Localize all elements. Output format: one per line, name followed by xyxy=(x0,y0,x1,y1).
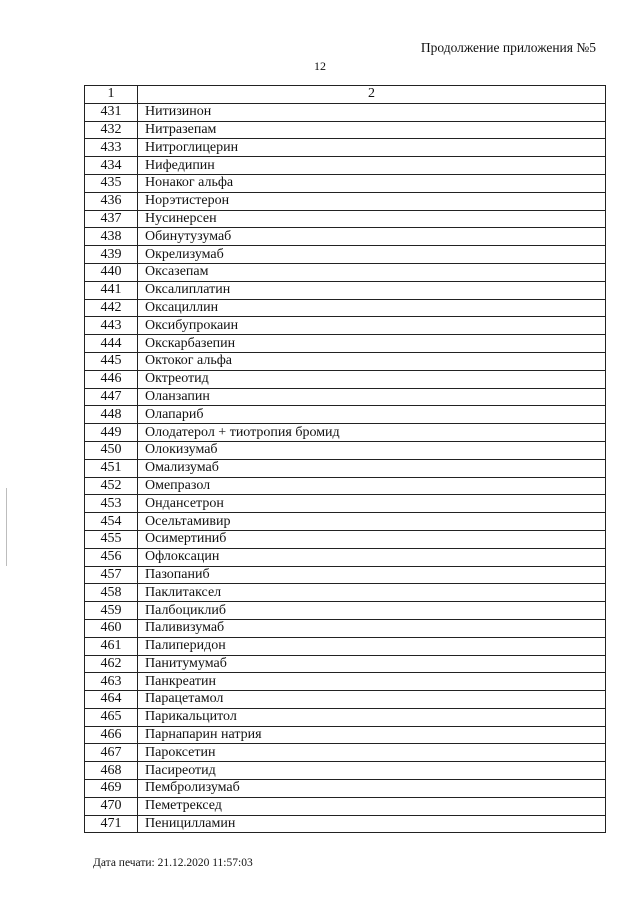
table-row xyxy=(85,228,606,246)
table-row xyxy=(85,477,606,495)
table-row xyxy=(85,246,606,264)
row-number: 439 xyxy=(85,246,138,264)
table-row xyxy=(85,406,606,424)
row-number: 447 xyxy=(85,388,138,406)
row-number: 455 xyxy=(85,530,138,548)
table-row xyxy=(85,139,606,157)
medication-name: Олапариб xyxy=(138,406,606,424)
row-number: 470 xyxy=(85,797,138,815)
medication-name: Пароксетин xyxy=(138,744,606,762)
table-row xyxy=(85,459,606,477)
table-row xyxy=(85,797,606,815)
medication-name: Олодатерол + тиотропия бромид xyxy=(138,424,606,442)
medication-name: Нитроглицерин xyxy=(138,139,606,157)
medication-name: Парнапарин натрия xyxy=(138,726,606,744)
row-number: 436 xyxy=(85,192,138,210)
row-number: 446 xyxy=(85,370,138,388)
row-number: 438 xyxy=(85,228,138,246)
table-row xyxy=(85,174,606,192)
table-row xyxy=(85,655,606,673)
medication-name: Окрелизумаб xyxy=(138,246,606,264)
medication-name: Осельтамивир xyxy=(138,513,606,531)
row-number: 435 xyxy=(85,174,138,192)
table-row xyxy=(85,441,606,459)
medication-name: Осимертиниб xyxy=(138,530,606,548)
row-number: 468 xyxy=(85,762,138,780)
row-number: 457 xyxy=(85,566,138,584)
scan-margin-mark xyxy=(6,488,7,566)
table-row xyxy=(85,513,606,531)
table-row xyxy=(85,281,606,299)
table-row xyxy=(85,780,606,798)
table-row xyxy=(85,815,606,833)
table-row xyxy=(85,495,606,513)
medication-name: Оксалиплатин xyxy=(138,281,606,299)
table-row xyxy=(85,424,606,442)
medication-list-table xyxy=(84,85,606,833)
row-number: 452 xyxy=(85,477,138,495)
row-number: 451 xyxy=(85,459,138,477)
row-number: 469 xyxy=(85,780,138,798)
print-date: Дата печати: 21.12.2020 11:57:03 xyxy=(93,857,253,869)
medication-name: Оксазепам xyxy=(138,263,606,281)
table-row xyxy=(85,673,606,691)
table-row xyxy=(85,566,606,584)
row-number: 443 xyxy=(85,317,138,335)
medication-name: Нитразепам xyxy=(138,121,606,139)
table-row xyxy=(85,726,606,744)
medication-name: Окскарбазепин xyxy=(138,335,606,353)
medication-name: Пеметрексед xyxy=(138,797,606,815)
row-number: 434 xyxy=(85,157,138,175)
table-row xyxy=(85,744,606,762)
table-row xyxy=(85,584,606,602)
table-row xyxy=(85,263,606,281)
row-number: 464 xyxy=(85,691,138,709)
medication-name: Палиперидон xyxy=(138,637,606,655)
table-row xyxy=(85,103,606,121)
row-number: 465 xyxy=(85,708,138,726)
medication-name: Омепразол xyxy=(138,477,606,495)
row-number: 459 xyxy=(85,602,138,620)
medication-name: Паклитаксел xyxy=(138,584,606,602)
table-row xyxy=(85,602,606,620)
row-number: 453 xyxy=(85,495,138,513)
table-row xyxy=(85,762,606,780)
table-row xyxy=(85,691,606,709)
medication-name: Норэтистерон xyxy=(138,192,606,210)
row-number: 466 xyxy=(85,726,138,744)
medication-name: Нифедипин xyxy=(138,157,606,175)
table-header-row xyxy=(85,86,606,104)
page-number: 12 xyxy=(314,59,326,73)
medication-name: Октоког альфа xyxy=(138,352,606,370)
table-row xyxy=(85,619,606,637)
medication-name: Пасиреотид xyxy=(138,762,606,780)
row-number: 450 xyxy=(85,441,138,459)
medication-name: Олокизумаб xyxy=(138,441,606,459)
table-row xyxy=(85,388,606,406)
table-row xyxy=(85,530,606,548)
row-number: 471 xyxy=(85,815,138,833)
medication-name: Панкреатин xyxy=(138,673,606,691)
table-row xyxy=(85,548,606,566)
appendix-continuation-note: Продолжение приложения №5 xyxy=(420,40,596,55)
table-row xyxy=(85,352,606,370)
table-row xyxy=(85,157,606,175)
row-number: 445 xyxy=(85,352,138,370)
row-number: 444 xyxy=(85,335,138,353)
table-row xyxy=(85,317,606,335)
medication-name: Нитизинон xyxy=(138,103,606,121)
row-number: 437 xyxy=(85,210,138,228)
row-number: 462 xyxy=(85,655,138,673)
row-number: 441 xyxy=(85,281,138,299)
table-row xyxy=(85,121,606,139)
medication-name: Палбоциклиб xyxy=(138,602,606,620)
table-body xyxy=(85,86,606,833)
table-row xyxy=(85,192,606,210)
medication-name: Парикальцитол xyxy=(138,708,606,726)
table-row xyxy=(85,335,606,353)
medication-name: Нусинерсен xyxy=(138,210,606,228)
table-row xyxy=(85,299,606,317)
medication-name: Офлоксацин xyxy=(138,548,606,566)
medication-name: Пембролизумаб xyxy=(138,780,606,798)
medication-name: Оланзапин xyxy=(138,388,606,406)
medication-name: Обинутузумаб xyxy=(138,228,606,246)
table-row xyxy=(85,370,606,388)
medication-name: Оксациллин xyxy=(138,299,606,317)
medication-name: Октреотид xyxy=(138,370,606,388)
medication-name: Оксибупрокаин xyxy=(138,317,606,335)
medication-name: Ондансетрон xyxy=(138,495,606,513)
row-number: 460 xyxy=(85,619,138,637)
table-row xyxy=(85,708,606,726)
medication-name: Пазопаниб xyxy=(138,566,606,584)
column-header-name: 2 xyxy=(138,86,606,104)
row-number: 442 xyxy=(85,299,138,317)
row-number: 467 xyxy=(85,744,138,762)
row-number: 431 xyxy=(85,103,138,121)
medication-name: Омализумаб xyxy=(138,459,606,477)
table-row xyxy=(85,637,606,655)
row-number: 454 xyxy=(85,513,138,531)
medication-name: Парацетамол xyxy=(138,691,606,709)
medication-name: Панитумумаб xyxy=(138,655,606,673)
medication-name: Паливизумаб xyxy=(138,619,606,637)
row-number: 448 xyxy=(85,406,138,424)
row-number: 463 xyxy=(85,673,138,691)
row-number: 433 xyxy=(85,139,138,157)
row-number: 456 xyxy=(85,548,138,566)
row-number: 432 xyxy=(85,121,138,139)
row-number: 458 xyxy=(85,584,138,602)
row-number: 440 xyxy=(85,263,138,281)
row-number: 461 xyxy=(85,637,138,655)
medication-name: Нонаког альфа xyxy=(138,174,606,192)
medication-name: Пеницилламин xyxy=(138,815,606,833)
column-header-number: 1 xyxy=(85,86,138,104)
row-number: 449 xyxy=(85,424,138,442)
table-row xyxy=(85,210,606,228)
